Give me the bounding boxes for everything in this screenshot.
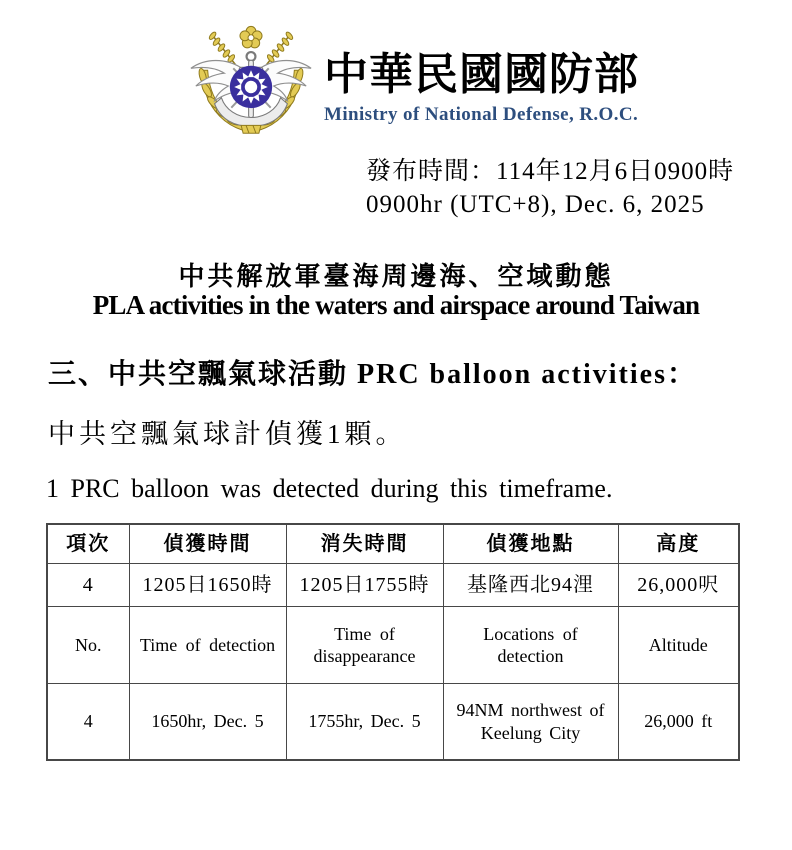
header-cell: 高度 xyxy=(618,524,739,564)
header-cell: 偵獲時間 xyxy=(129,524,286,564)
data-cell: 基隆西北94浬 xyxy=(443,564,618,607)
release-time xyxy=(366,155,734,221)
header-cell: No. xyxy=(47,607,129,684)
org-name-zh: 中華民國國防部 xyxy=(324,50,639,99)
table-data-row-zh xyxy=(47,564,739,607)
mnd-emblem-logo xyxy=(186,24,316,148)
release-time-en: 0900hr (UTC+8), Dec. 6, 2025 xyxy=(366,191,705,218)
table-header-row-en xyxy=(47,607,739,684)
table-header-row-zh xyxy=(47,524,739,564)
white-sun-icon xyxy=(230,66,272,108)
data-cell: 94NM northwest of Keelung City xyxy=(443,684,618,761)
data-cell: 1205日1650時 xyxy=(129,564,286,607)
header-cell: 項次 xyxy=(47,524,129,564)
org-names xyxy=(324,52,639,126)
data-cell: 1650hr, Dec. 5 xyxy=(129,684,286,761)
data-cell: 1205日1755時 xyxy=(286,564,443,607)
data-cell: 4 xyxy=(47,564,129,607)
header-cell: Time of disappearance xyxy=(286,607,443,684)
summary-zh: 中共空飄氣球計偵獲1顆。 xyxy=(48,419,407,449)
release-time-zh: 發布時間：114年12月6日0900時 xyxy=(366,158,735,185)
header-cell: 偵獲地點 xyxy=(443,524,618,564)
section-heading: 三、中共空飄氣球活動 PRC balloon activities： xyxy=(48,359,697,390)
data-cell: 26,000 ft xyxy=(618,684,739,761)
data-cell: 1755hr, Dec. 5 xyxy=(286,684,443,761)
table-data-row-en xyxy=(47,684,739,761)
header-cell: Locations of detection xyxy=(443,607,618,684)
plum-blossom-icon xyxy=(240,26,262,47)
ribbon-knot-icon xyxy=(241,125,261,133)
doc-title-en: PLA activities in the waters and airspace around Taiwan xyxy=(92,290,700,320)
data-cell: 26,000呎 xyxy=(618,564,739,607)
org-name-en: Ministry of National Defense, R.O.C. xyxy=(324,104,639,126)
balloon-table xyxy=(46,523,740,761)
data-cell: 4 xyxy=(47,684,129,761)
header-cell: Time of detection xyxy=(129,607,286,684)
header-cell: Altitude xyxy=(618,607,739,684)
summary-en: 1 PRC balloon was detected during this timeframe. xyxy=(46,474,613,503)
header-cell: 消失時間 xyxy=(286,524,443,564)
doc-title-zh: 中共解放軍臺海周邊海、空域動態 xyxy=(178,262,614,291)
